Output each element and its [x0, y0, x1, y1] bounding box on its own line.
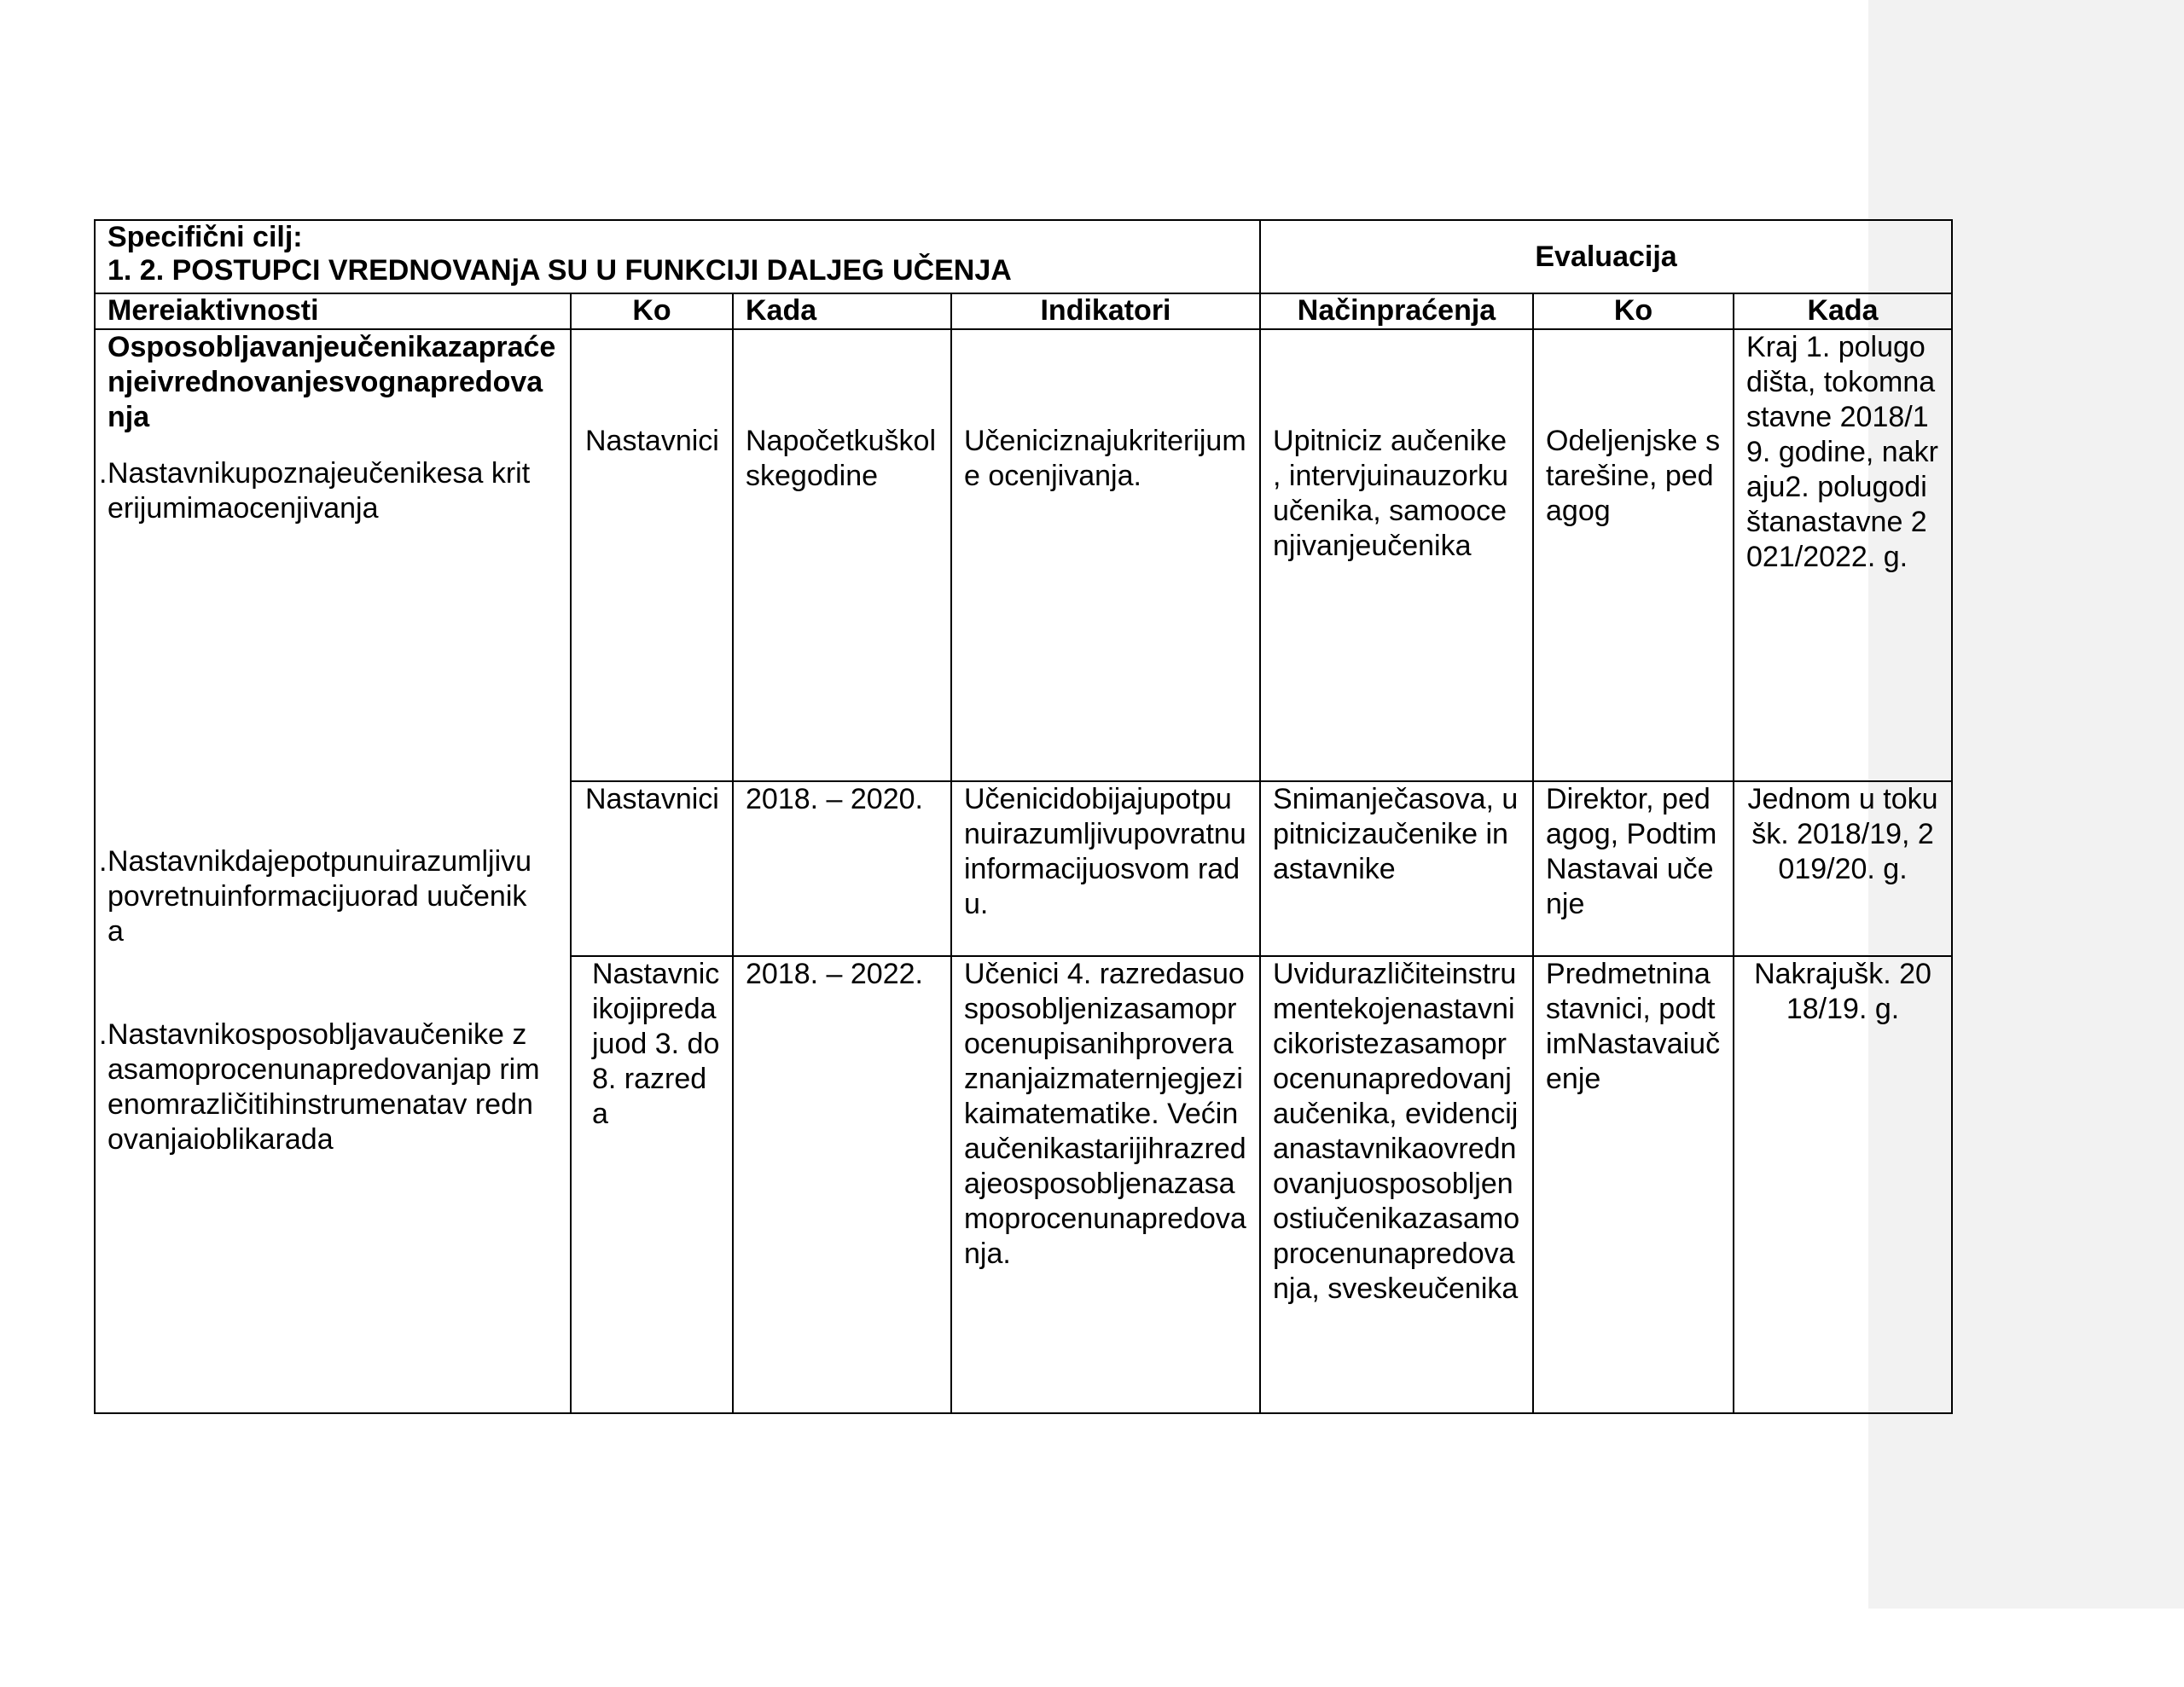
activities-cell [95, 329, 571, 1413]
cell-who: Nastavnicikojipredajuod 3. do 8. razreda [571, 956, 733, 1413]
cell-when: 2018. – 2022. [733, 956, 951, 1413]
cell-eval-when: Kraj 1. polugodišta, tokomnastavne 2018/19. godine, nakraju2. polugodištanastavne 2021/2022. g. [1734, 329, 1952, 781]
cell-eval-when: Nakrajušk. 2018/19. g. [1734, 956, 1952, 1413]
evaluation-header: Evaluacija [1260, 220, 1952, 293]
goal-header-row [95, 220, 1952, 293]
cell-eval-who: Direktor, pedagog, PodtimNastavai učenje [1533, 781, 1734, 956]
bullet: . [99, 845, 107, 878]
col-activities: Mereiaktivnosti [95, 293, 571, 329]
column-header-row [95, 293, 1952, 329]
activity-item [99, 1017, 543, 1157]
col-when: Kada [733, 293, 951, 329]
activity-item-text: Nastavnikdajepotpunuirazumljivupovretnuinformacijuorad uučenika [107, 845, 532, 948]
cell-eval-when: Jednom u toku šk. 2018/19, 2019/20. g. [1734, 781, 1952, 956]
col-eval-when: Kada [1734, 293, 1952, 329]
cell-monitoring: Snimanječasova, upitnicizaučenike inastavnike [1260, 781, 1533, 956]
activity-item [99, 456, 543, 526]
cell-when: 2018. – 2020. [733, 781, 951, 956]
goal-label: Specifični cilj: [107, 221, 303, 253]
table-row [95, 329, 1952, 781]
cell-who: Nastavnici [571, 329, 733, 781]
cell-who: Nastavnici [571, 781, 733, 956]
activity-title: Osposobljavanjeučenikazapraćenjeivrednovanjesvognapredovanja [107, 331, 556, 433]
col-indicators: Indikatori [951, 293, 1260, 329]
bullet: . [99, 1018, 107, 1051]
cell-indicators: Učenici 4. razredasuosposobljenizasamoprocenupisanihproveraznanjaizmaternjegjezikaimatematike. Većinaučenikastarijihrazredajeosposobljenazasamoprocenunapredovanja. [951, 956, 1260, 1413]
cell-when: Napočetkuškolskegodine [733, 329, 951, 781]
activity-item-text: Nastavnikosposobljavaučenike zasamoprocenunapredovanjap rimenomrazličitihinstrumenatav rednovanjaioblikarada [107, 1018, 540, 1156]
plan-table [94, 219, 1953, 1414]
cell-monitoring: Uvidurazličiteinstrumentekojenastavnicikoristezasamoprocenunapredovanjaučenika, evidencijanastavnikaovrednovanjuosposobljenostiučenikazasamoprocenunapredovanja, sveskeučenika [1260, 956, 1533, 1413]
bullet: . [99, 457, 107, 490]
cell-indicators: Učeniciznajukriterijume ocenjivanja. [951, 329, 1260, 781]
col-eval-who: Ko [1533, 293, 1734, 329]
goal-title: 1. 2. POSTUPCI VREDNOVANjA SU U FUNKCIJI DALJEG UČENJA [107, 254, 1012, 287]
cell-eval-who: Predmetninastavnici, podtimNastavaiučenje [1533, 956, 1734, 1413]
goal-cell [95, 220, 1260, 293]
cell-eval-who: Odeljenjske starešine, pedagog [1533, 329, 1734, 781]
activity-item [99, 844, 543, 949]
col-who: Ko [571, 293, 733, 329]
activity-item-text: Nastavnikupoznajeučenikesa kriterijumimaocenjivanja [107, 457, 531, 525]
col-monitoring: Načinpraćenja [1260, 293, 1533, 329]
cell-indicators: Učenicidobijajupotpunuirazumljivupovratnuinformacijuosvom radu. [951, 781, 1260, 956]
cell-monitoring: Upitniciz aučenike , intervjuinauzorkuučenika, samoocenjivanjeučenika [1260, 329, 1533, 781]
